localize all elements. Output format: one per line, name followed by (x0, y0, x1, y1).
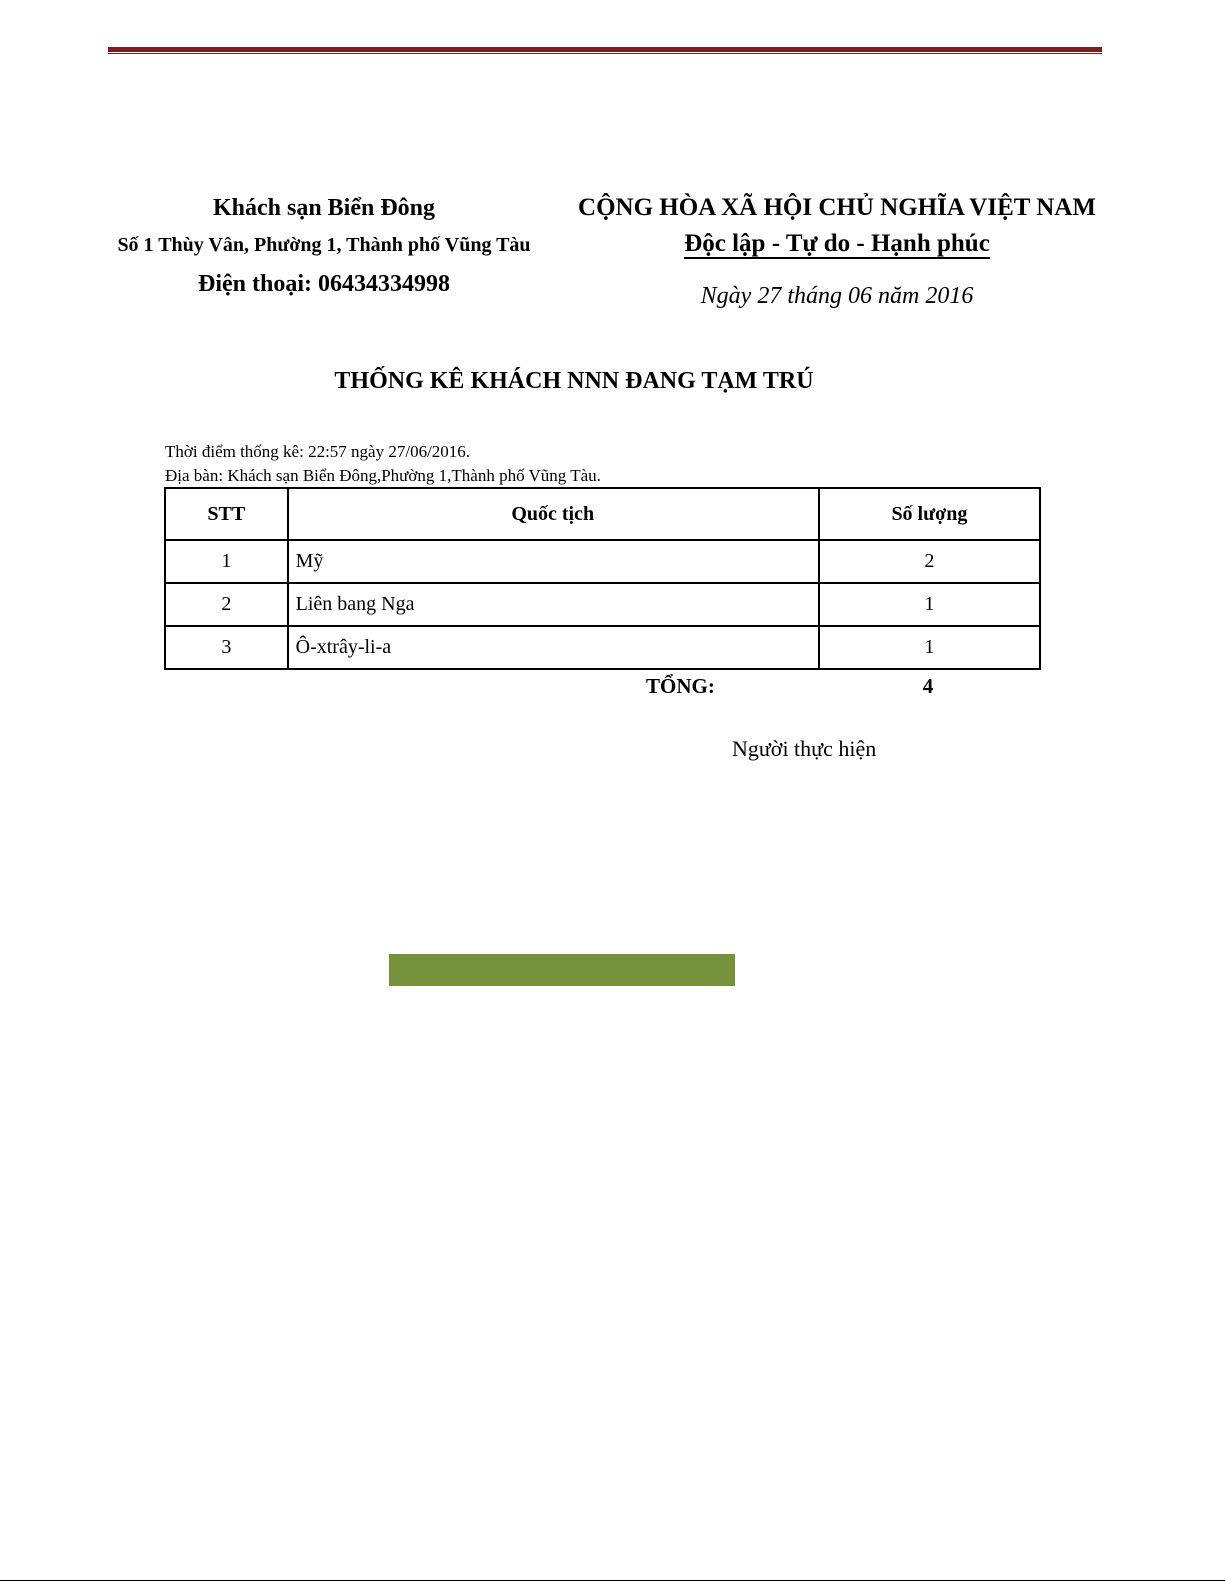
cell-stt: 3 (165, 626, 288, 669)
total-label: TỔNG: (646, 674, 715, 698)
header-count: Số lượng (819, 488, 1040, 540)
cell-nationality: Ô-xtrây-li-a (288, 626, 819, 669)
cell-count: 1 (819, 583, 1040, 626)
meta-time: Thời điểm thống kê: 22:57 ngày 27/06/2016. (165, 442, 471, 461)
cell-stt: 1 (165, 540, 288, 583)
table-header-row (165, 488, 1040, 540)
report-meta (165, 440, 601, 488)
report-title: THỐNG KÊ KHÁCH NNN ĐANG TẠM TRÚ (334, 368, 814, 394)
stats-table (164, 487, 1041, 670)
table-row (165, 583, 1040, 626)
green-bar (389, 954, 735, 986)
motto: Độc lập - Tự do - Hạnh phúc (684, 230, 990, 257)
nation-name: CỘNG HÒA XÃ HỘI CHỦ NGHĨA VIỆT NAM (578, 194, 1096, 221)
bottom-rule (0, 1580, 1225, 1581)
signer-label: Người thực hiện (732, 736, 877, 761)
cell-nationality: Mỹ (288, 540, 819, 583)
top-rule (108, 47, 1102, 52)
cell-count: 2 (819, 540, 1040, 583)
top-rule-thin (108, 53, 1102, 54)
national-header (572, 192, 1102, 312)
header-nationality: Quốc tịch (288, 488, 819, 540)
motto-wrap (572, 228, 1102, 260)
hotel-header (100, 192, 548, 300)
hotel-address: Số 1 Thùy Vân, Phường 1, Thành phố Vũng Tàu (117, 234, 531, 256)
meta-area: Địa bàn: Khách sạn Biển Đông,Phường 1,Thành phố Vũng Tàu. (165, 466, 601, 485)
header-stt: STT (165, 488, 288, 540)
hotel-name: Khách sạn Biển Đông (212, 195, 436, 221)
cell-stt: 2 (165, 583, 288, 626)
cell-count: 1 (819, 626, 1040, 669)
total-value: 4 (922, 674, 934, 698)
cell-nationality: Liên bang Nga (288, 583, 819, 626)
table-row (165, 626, 1040, 669)
report-date: Ngày 27 tháng 06 năm 2016 (700, 283, 974, 309)
table-row (165, 540, 1040, 583)
hotel-phone: Điện thoại: 06434334998 (198, 271, 450, 297)
